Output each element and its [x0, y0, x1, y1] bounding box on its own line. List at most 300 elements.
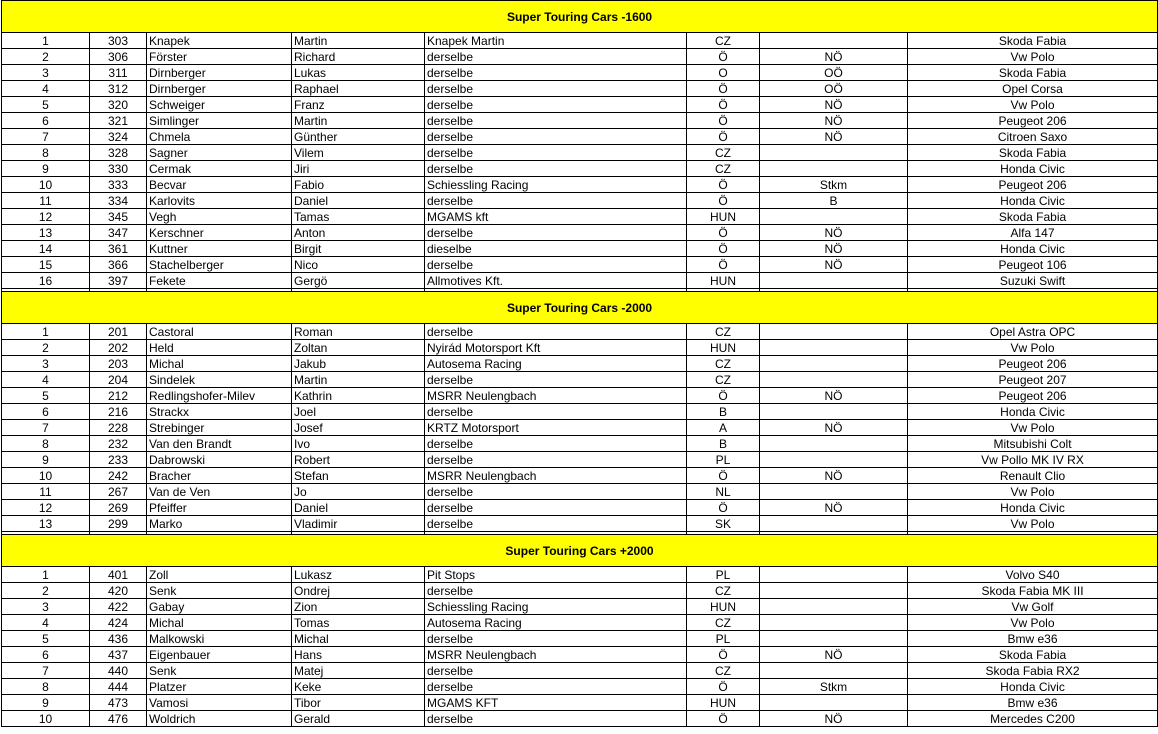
- cell-first-name: Franz: [292, 97, 425, 113]
- cell-last-name: Senk: [147, 583, 292, 599]
- table-row: [2, 583, 1158, 599]
- cell-position: 15: [2, 257, 90, 273]
- cell-car: Skoda Fabia: [908, 65, 1158, 81]
- cell-car: Alfa 147: [908, 225, 1158, 241]
- table-row: [2, 516, 1158, 532]
- cell-position: 1: [2, 567, 90, 583]
- cell-first-name: Matej: [292, 663, 425, 679]
- cell-team: Knapek Martin: [425, 33, 687, 49]
- cell-car: Honda Civic: [908, 193, 1158, 209]
- cell-nation: PL: [687, 452, 760, 468]
- cell-last-name: Michal: [147, 356, 292, 372]
- cell-region: NÖ: [760, 225, 908, 241]
- cell-nation: Ö: [687, 241, 760, 257]
- cell-start-number: 311: [90, 65, 147, 81]
- cell-last-name: Platzer: [147, 679, 292, 695]
- cell-last-name: Fekete: [147, 273, 292, 289]
- cell-first-name: Roman: [292, 324, 425, 340]
- cell-start-number: 324: [90, 129, 147, 145]
- cell-team: derselbe: [425, 97, 687, 113]
- cell-position: 13: [2, 516, 90, 532]
- table-row: [2, 388, 1158, 404]
- cell-region: [760, 631, 908, 647]
- cell-first-name: Zoltan: [292, 340, 425, 356]
- cell-team: derselbe: [425, 516, 687, 532]
- cell-car: Opel Corsa: [908, 81, 1158, 97]
- cell-position: 9: [2, 161, 90, 177]
- entry-list-sheet: [1, 0, 1158, 727]
- cell-position: 9: [2, 695, 90, 711]
- cell-region: NÖ: [760, 500, 908, 516]
- cell-last-name: Becvar: [147, 177, 292, 193]
- cell-team: Pit Stops: [425, 567, 687, 583]
- cell-start-number: 320: [90, 97, 147, 113]
- cell-car: Skoda Fabia MK III: [908, 583, 1158, 599]
- cell-start-number: 202: [90, 340, 147, 356]
- cell-team: KRTZ Motorsport: [425, 420, 687, 436]
- table-row: [2, 113, 1158, 129]
- table-row: [2, 436, 1158, 452]
- cell-start-number: 328: [90, 145, 147, 161]
- cell-last-name: Kuttner: [147, 241, 292, 257]
- cell-first-name: Zion: [292, 599, 425, 615]
- cell-first-name: Lukas: [292, 65, 425, 81]
- cell-team: derselbe: [425, 129, 687, 145]
- cell-first-name: Jiri: [292, 161, 425, 177]
- cell-last-name: Stachelberger: [147, 257, 292, 273]
- table-row: [2, 209, 1158, 225]
- cell-car: Skoda Fabia RX2: [908, 663, 1158, 679]
- cell-car: Peugeot 206: [908, 356, 1158, 372]
- cell-position: 3: [2, 65, 90, 81]
- cell-car: Vw Polo: [908, 484, 1158, 500]
- section-header-row: [2, 1, 1158, 33]
- cell-start-number: 232: [90, 436, 147, 452]
- cell-nation: CZ: [687, 356, 760, 372]
- cell-region: NÖ: [760, 97, 908, 113]
- cell-car: Skoda Fabia: [908, 145, 1158, 161]
- cell-region: [760, 33, 908, 49]
- table-row: [2, 420, 1158, 436]
- cell-last-name: Van de Ven: [147, 484, 292, 500]
- cell-last-name: Sagner: [147, 145, 292, 161]
- cell-car: Honda Civic: [908, 404, 1158, 420]
- cell-last-name: Eigenbauer: [147, 647, 292, 663]
- table-row: [2, 711, 1158, 727]
- cell-region: [760, 599, 908, 615]
- cell-start-number: 203: [90, 356, 147, 372]
- cell-car: Vw Pollo MK IV RX: [908, 452, 1158, 468]
- cell-team: Schiessling Racing: [425, 177, 687, 193]
- cell-region: [760, 663, 908, 679]
- cell-start-number: 204: [90, 372, 147, 388]
- cell-car: Vw Polo: [908, 420, 1158, 436]
- cell-last-name: Senk: [147, 663, 292, 679]
- table-row: [2, 404, 1158, 420]
- cell-start-number: 303: [90, 33, 147, 49]
- cell-position: 5: [2, 97, 90, 113]
- cell-start-number: 401: [90, 567, 147, 583]
- cell-nation: Ö: [687, 468, 760, 484]
- cell-first-name: Robert: [292, 452, 425, 468]
- cell-team: derselbe: [425, 663, 687, 679]
- cell-first-name: Tomas: [292, 615, 425, 631]
- cell-region: NÖ: [760, 257, 908, 273]
- table-row: [2, 484, 1158, 500]
- cell-nation: Ö: [687, 711, 760, 727]
- cell-start-number: 420: [90, 583, 147, 599]
- table-row: [2, 81, 1158, 97]
- section-title: Super Touring Cars -2000: [2, 292, 1158, 324]
- cell-position: 7: [2, 663, 90, 679]
- cell-start-number: 330: [90, 161, 147, 177]
- table-row: [2, 567, 1158, 583]
- cell-position: 12: [2, 500, 90, 516]
- cell-team: MGAMS KFT: [425, 695, 687, 711]
- cell-start-number: 424: [90, 615, 147, 631]
- cell-nation: CZ: [687, 372, 760, 388]
- cell-car: Mercedes C200: [908, 711, 1158, 727]
- cell-team: Allmotives Kft.: [425, 273, 687, 289]
- cell-car: Honda Civic: [908, 679, 1158, 695]
- cell-start-number: 473: [90, 695, 147, 711]
- table-row: [2, 468, 1158, 484]
- cell-first-name: Martin: [292, 113, 425, 129]
- cell-position: 8: [2, 679, 90, 695]
- cell-start-number: 269: [90, 500, 147, 516]
- cell-last-name: Strackx: [147, 404, 292, 420]
- table-row: [2, 49, 1158, 65]
- cell-first-name: Gergö: [292, 273, 425, 289]
- cell-start-number: 212: [90, 388, 147, 404]
- table-row: [2, 145, 1158, 161]
- table-row: [2, 241, 1158, 257]
- cell-region: NÖ: [760, 129, 908, 145]
- table-row: [2, 65, 1158, 81]
- table-row: [2, 340, 1158, 356]
- cell-start-number: 440: [90, 663, 147, 679]
- cell-region: [760, 273, 908, 289]
- cell-team: derselbe: [425, 500, 687, 516]
- cell-nation: CZ: [687, 145, 760, 161]
- cell-first-name: Ondrej: [292, 583, 425, 599]
- cell-nation: CZ: [687, 161, 760, 177]
- cell-last-name: Simlinger: [147, 113, 292, 129]
- cell-last-name: Vegh: [147, 209, 292, 225]
- cell-position: 2: [2, 340, 90, 356]
- cell-region: OÖ: [760, 65, 908, 81]
- cell-last-name: Chmela: [147, 129, 292, 145]
- table-row: [2, 452, 1158, 468]
- cell-nation: Ö: [687, 647, 760, 663]
- cell-team: derselbe: [425, 193, 687, 209]
- cell-first-name: Martin: [292, 33, 425, 49]
- cell-start-number: 347: [90, 225, 147, 241]
- cell-last-name: Van den Brandt: [147, 436, 292, 452]
- table-row: [2, 225, 1158, 241]
- cell-first-name: Martin: [292, 372, 425, 388]
- cell-nation: PL: [687, 567, 760, 583]
- cell-team: derselbe: [425, 679, 687, 695]
- cell-last-name: Dirnberger: [147, 65, 292, 81]
- cell-team: derselbe: [425, 484, 687, 500]
- cell-region: [760, 161, 908, 177]
- cell-nation: CZ: [687, 615, 760, 631]
- cell-position: 1: [2, 324, 90, 340]
- cell-team: Schiessling Racing: [425, 599, 687, 615]
- cell-region: Stkm: [760, 177, 908, 193]
- cell-start-number: 306: [90, 49, 147, 65]
- cell-position: 10: [2, 711, 90, 727]
- section-title: Super Touring Cars -1600: [2, 1, 1158, 33]
- cell-team: MGAMS kft: [425, 209, 687, 225]
- cell-first-name: Fabio: [292, 177, 425, 193]
- cell-position: 4: [2, 81, 90, 97]
- cell-region: [760, 452, 908, 468]
- cell-first-name: Daniel: [292, 500, 425, 516]
- cell-car: Vw Golf: [908, 599, 1158, 615]
- cell-region: NÖ: [760, 647, 908, 663]
- cell-nation: SK: [687, 516, 760, 532]
- cell-car: Vw Polo: [908, 516, 1158, 532]
- cell-position: 5: [2, 631, 90, 647]
- cell-nation: CZ: [687, 663, 760, 679]
- cell-nation: PL: [687, 631, 760, 647]
- cell-nation: Ö: [687, 177, 760, 193]
- cell-car: Skoda Fabia: [908, 647, 1158, 663]
- cell-position: 8: [2, 145, 90, 161]
- cell-start-number: 476: [90, 711, 147, 727]
- cell-car: Suzuki Swift: [908, 273, 1158, 289]
- cell-start-number: 333: [90, 177, 147, 193]
- cell-nation: Ö: [687, 225, 760, 241]
- cell-nation: Ö: [687, 388, 760, 404]
- cell-position: 6: [2, 647, 90, 663]
- cell-region: NÖ: [760, 420, 908, 436]
- cell-car: Mitsubishi Colt: [908, 436, 1158, 452]
- cell-team: derselbe: [425, 81, 687, 97]
- cell-last-name: Kerschner: [147, 225, 292, 241]
- cell-start-number: 216: [90, 404, 147, 420]
- cell-nation: CZ: [687, 33, 760, 49]
- cell-region: [760, 436, 908, 452]
- cell-last-name: Malkowski: [147, 631, 292, 647]
- cell-nation: Ö: [687, 81, 760, 97]
- cell-car: Bmw e36: [908, 631, 1158, 647]
- cell-position: 2: [2, 49, 90, 65]
- section-header-row: [2, 535, 1158, 567]
- cell-region: NÖ: [760, 241, 908, 257]
- cell-region: [760, 695, 908, 711]
- cell-region: [760, 209, 908, 225]
- cell-last-name: Michal: [147, 615, 292, 631]
- table-row: [2, 372, 1158, 388]
- cell-car: Honda Civic: [908, 500, 1158, 516]
- table-row: [2, 193, 1158, 209]
- table-row: [2, 33, 1158, 49]
- cell-region: [760, 372, 908, 388]
- cell-team: MSRR Neulengbach: [425, 468, 687, 484]
- cell-first-name: Tamas: [292, 209, 425, 225]
- section-header-row: [2, 292, 1158, 324]
- cell-car: Skoda Fabia: [908, 209, 1158, 225]
- cell-position: 6: [2, 113, 90, 129]
- cell-first-name: Stefan: [292, 468, 425, 484]
- cell-region: B: [760, 193, 908, 209]
- cell-last-name: Dabrowski: [147, 452, 292, 468]
- cell-nation: HUN: [687, 599, 760, 615]
- cell-last-name: Redlingshofer-Milev: [147, 388, 292, 404]
- cell-last-name: Marko: [147, 516, 292, 532]
- cell-nation: B: [687, 436, 760, 452]
- table-row: [2, 97, 1158, 113]
- cell-team: derselbe: [425, 225, 687, 241]
- cell-team: derselbe: [425, 404, 687, 420]
- cell-last-name: Knapek: [147, 33, 292, 49]
- cell-team: derselbe: [425, 257, 687, 273]
- table-row: [2, 695, 1158, 711]
- cell-start-number: 312: [90, 81, 147, 97]
- cell-first-name: Vilem: [292, 145, 425, 161]
- cell-position: 1: [2, 33, 90, 49]
- cell-first-name: Michal: [292, 631, 425, 647]
- cell-team: derselbe: [425, 452, 687, 468]
- cell-first-name: Jakub: [292, 356, 425, 372]
- cell-nation: Ö: [687, 257, 760, 273]
- cell-region: NÖ: [760, 388, 908, 404]
- cell-team: MSRR Neulengbach: [425, 647, 687, 663]
- cell-region: [760, 356, 908, 372]
- cell-position: 9: [2, 452, 90, 468]
- cell-nation: Ö: [687, 97, 760, 113]
- cell-nation: B: [687, 404, 760, 420]
- cell-start-number: 437: [90, 647, 147, 663]
- cell-nation: NL: [687, 484, 760, 500]
- table-row: [2, 177, 1158, 193]
- cell-start-number: 228: [90, 420, 147, 436]
- sheet-body: [2, 1, 1158, 727]
- cell-team: derselbe: [425, 161, 687, 177]
- cell-nation: Ö: [687, 113, 760, 129]
- cell-first-name: Jo: [292, 484, 425, 500]
- cell-position: 10: [2, 468, 90, 484]
- cell-position: 3: [2, 599, 90, 615]
- cell-team: derselbe: [425, 583, 687, 599]
- cell-position: 13: [2, 225, 90, 241]
- cell-region: NÖ: [760, 468, 908, 484]
- cell-last-name: Schweiger: [147, 97, 292, 113]
- cell-team: derselbe: [425, 324, 687, 340]
- cell-last-name: Vamosi: [147, 695, 292, 711]
- cell-position: 11: [2, 193, 90, 209]
- cell-car: Citroen Saxo: [908, 129, 1158, 145]
- cell-position: 11: [2, 484, 90, 500]
- cell-region: [760, 615, 908, 631]
- cell-team: Autosema Racing: [425, 356, 687, 372]
- cell-region: [760, 404, 908, 420]
- cell-start-number: 397: [90, 273, 147, 289]
- cell-position: 4: [2, 372, 90, 388]
- cell-start-number: 345: [90, 209, 147, 225]
- cell-first-name: Ivo: [292, 436, 425, 452]
- cell-nation: CZ: [687, 324, 760, 340]
- cell-start-number: 267: [90, 484, 147, 500]
- table-row: [2, 356, 1158, 372]
- cell-region: NÖ: [760, 711, 908, 727]
- table-row: [2, 273, 1158, 289]
- cell-team: derselbe: [425, 113, 687, 129]
- cell-last-name: Held: [147, 340, 292, 356]
- cell-last-name: Dirnberger: [147, 81, 292, 97]
- cell-position: 14: [2, 241, 90, 257]
- cell-first-name: Josef: [292, 420, 425, 436]
- cell-start-number: 299: [90, 516, 147, 532]
- cell-nation: Ö: [687, 500, 760, 516]
- cell-region: NÖ: [760, 49, 908, 65]
- table-row: [2, 599, 1158, 615]
- cell-region: [760, 324, 908, 340]
- cell-team: derselbe: [425, 49, 687, 65]
- cell-car: Peugeot 206: [908, 177, 1158, 193]
- cell-position: 4: [2, 615, 90, 631]
- table-row: [2, 500, 1158, 516]
- cell-last-name: Pfeiffer: [147, 500, 292, 516]
- cell-car: Peugeot 206: [908, 113, 1158, 129]
- cell-car: Renault Clio: [908, 468, 1158, 484]
- cell-start-number: 361: [90, 241, 147, 257]
- cell-first-name: Richard: [292, 49, 425, 65]
- table-row: [2, 663, 1158, 679]
- table-row: [2, 129, 1158, 145]
- cell-nation: O: [687, 65, 760, 81]
- cell-position: 16: [2, 273, 90, 289]
- cell-nation: HUN: [687, 340, 760, 356]
- cell-last-name: Förster: [147, 49, 292, 65]
- cell-car: Vw Polo: [908, 615, 1158, 631]
- cell-start-number: 366: [90, 257, 147, 273]
- cell-car: Bmw e36: [908, 695, 1158, 711]
- cell-nation: A: [687, 420, 760, 436]
- cell-team: derselbe: [425, 631, 687, 647]
- cell-car: Honda Civic: [908, 161, 1158, 177]
- cell-region: OÖ: [760, 81, 908, 97]
- cell-first-name: Hans: [292, 647, 425, 663]
- cell-region: [760, 484, 908, 500]
- cell-car: Vw Polo: [908, 97, 1158, 113]
- cell-last-name: Sindelek: [147, 372, 292, 388]
- cell-team: MSRR Neulengbach: [425, 388, 687, 404]
- cell-first-name: Nico: [292, 257, 425, 273]
- cell-position: 5: [2, 388, 90, 404]
- cell-last-name: Gabay: [147, 599, 292, 615]
- cell-team: derselbe: [425, 145, 687, 161]
- cell-car: Peugeot 207: [908, 372, 1158, 388]
- cell-nation: Ö: [687, 193, 760, 209]
- cell-region: [760, 145, 908, 161]
- table-row: [2, 257, 1158, 273]
- cell-start-number: 422: [90, 599, 147, 615]
- cell-first-name: Gerald: [292, 711, 425, 727]
- cell-position: 12: [2, 209, 90, 225]
- cell-region: Stkm: [760, 679, 908, 695]
- cell-nation: CZ: [687, 583, 760, 599]
- cell-first-name: Keke: [292, 679, 425, 695]
- cell-last-name: Strebinger: [147, 420, 292, 436]
- cell-first-name: Kathrin: [292, 388, 425, 404]
- cell-region: [760, 340, 908, 356]
- cell-start-number: 436: [90, 631, 147, 647]
- cell-first-name: Birgit: [292, 241, 425, 257]
